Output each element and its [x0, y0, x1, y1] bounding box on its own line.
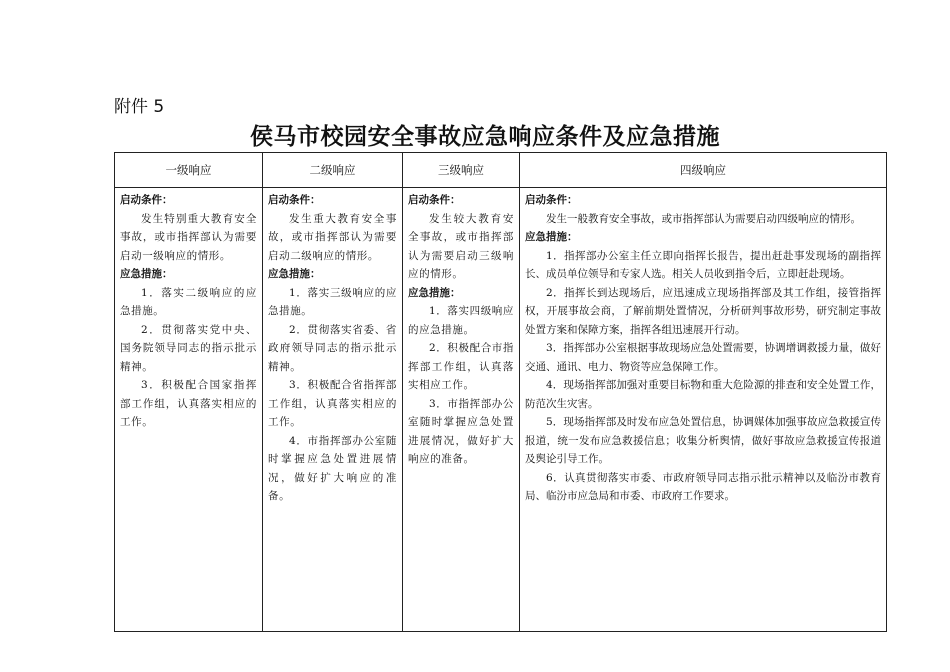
measure-item: 2．积极配合市指挥部工作组，认真落实相应工作。	[408, 342, 514, 391]
level-2-cell	[263, 188, 403, 632]
start-condition-label: 启动条件：	[120, 194, 173, 206]
header-level-2: 二级响应	[263, 153, 403, 188]
measure-item: 1．落实四级响应的应急措施。	[408, 305, 514, 336]
measures-label: 应急措施：	[408, 286, 461, 299]
start-condition-label: 启动条件：	[408, 194, 461, 206]
measure-item: 3．指挥部办公室根据事故现场应急处置需要，协调增调救援力量，做好交通、通讯、电力、物资等应急保障工作。	[525, 342, 881, 373]
measure-item: 3．积极配合国家指挥部工作组，认真落实相应的工作。	[120, 379, 257, 428]
response-table	[114, 152, 887, 632]
measures-label: 应急措施：	[525, 231, 578, 243]
start-condition-text: 发生特别重大教育安全事故，或市指挥部认为需要启动一级响应的情形。	[120, 212, 257, 262]
measure-item: 4．市指挥部办公室随时掌握应急处置进展情况，做好扩大响应的准备。	[268, 434, 397, 502]
measure-item: 4．现场指挥部加强对重要目标物和重大危险源的排查和安全处置工作，防范次生灾害。	[525, 379, 881, 410]
header-level-1: 一级响应	[115, 153, 263, 188]
measure-item: 3．市指挥部办公室随时掌握应急处置进展情况，做好扩大响应的准备。	[408, 397, 514, 465]
measure-item: 2．贯彻落实省委、省政府领导同志的指示批示精神。	[268, 323, 397, 373]
table-header-row	[115, 153, 887, 188]
measure-item: 2．贯彻落实党中央、国务院领导同志的指示批示精神。	[120, 323, 257, 373]
start-condition-text: 发生较大教育安全事故，或市指挥部认为需要启动三级响应的情形。	[408, 212, 514, 280]
level-4-cell	[520, 188, 887, 632]
measure-item: 2．指挥长到达现场后，应迅速成立现场指挥部及其工作组，接管指挥权，开展事故会商，了解前期处置情况，分析研判事故形势，研究制定事故处置方案和保障方案，指挥各组迅速展开行动。	[525, 286, 881, 336]
measures-label: 应急措施：	[120, 268, 173, 280]
measure-item: 1．指挥部办公室主任立即向指挥长报告，提出赶赴事发现场的副指挥长、成员单位领导和专家人选。相关人员收到指令后，立即赶赴现场。	[525, 249, 881, 280]
start-condition-label: 启动条件：	[525, 194, 578, 206]
level-3-cell	[403, 188, 520, 632]
measure-item: 5．现场指挥部及时发布应急处置信息，协调媒体加强事故应急救援宣传报道，统一发布应急救援信息；收集分析舆情，做好事故应急救援宣传报道及舆论引导工作。	[525, 416, 881, 465]
table-body-row	[115, 188, 887, 632]
level-1-cell	[115, 188, 263, 632]
measure-item: 1．落实三级响应的应急措施。	[268, 286, 397, 317]
document-title: 侯马市校园安全事故应急响应条件及应急措施	[250, 123, 720, 150]
measure-item: 6．认真贯彻落实市委、市政府领导同志指示批示精神以及临汾市教育局、临汾市应急局和市委、市政府工作要求。	[525, 471, 881, 502]
measures-label: 应急措施：	[268, 268, 321, 280]
start-condition-text: 发生一般教育安全事故，或市指挥部认为需要启动四级响应的情形。	[546, 212, 861, 225]
measure-item: 3．积极配合省指挥部工作组，认真落实相应的工作。	[268, 379, 397, 428]
header-level-3: 三级响应	[403, 153, 520, 188]
attachment-label: 附件 5	[114, 97, 165, 117]
start-condition-label: 启动条件：	[268, 194, 321, 206]
header-level-4: 四级响应	[520, 153, 887, 188]
start-condition-text: 发生重大教育安全事故，或市指挥部认为需要启动二级响应的情形。	[268, 212, 397, 262]
measure-item: 1．落实二级响应的应急措施。	[120, 286, 257, 317]
